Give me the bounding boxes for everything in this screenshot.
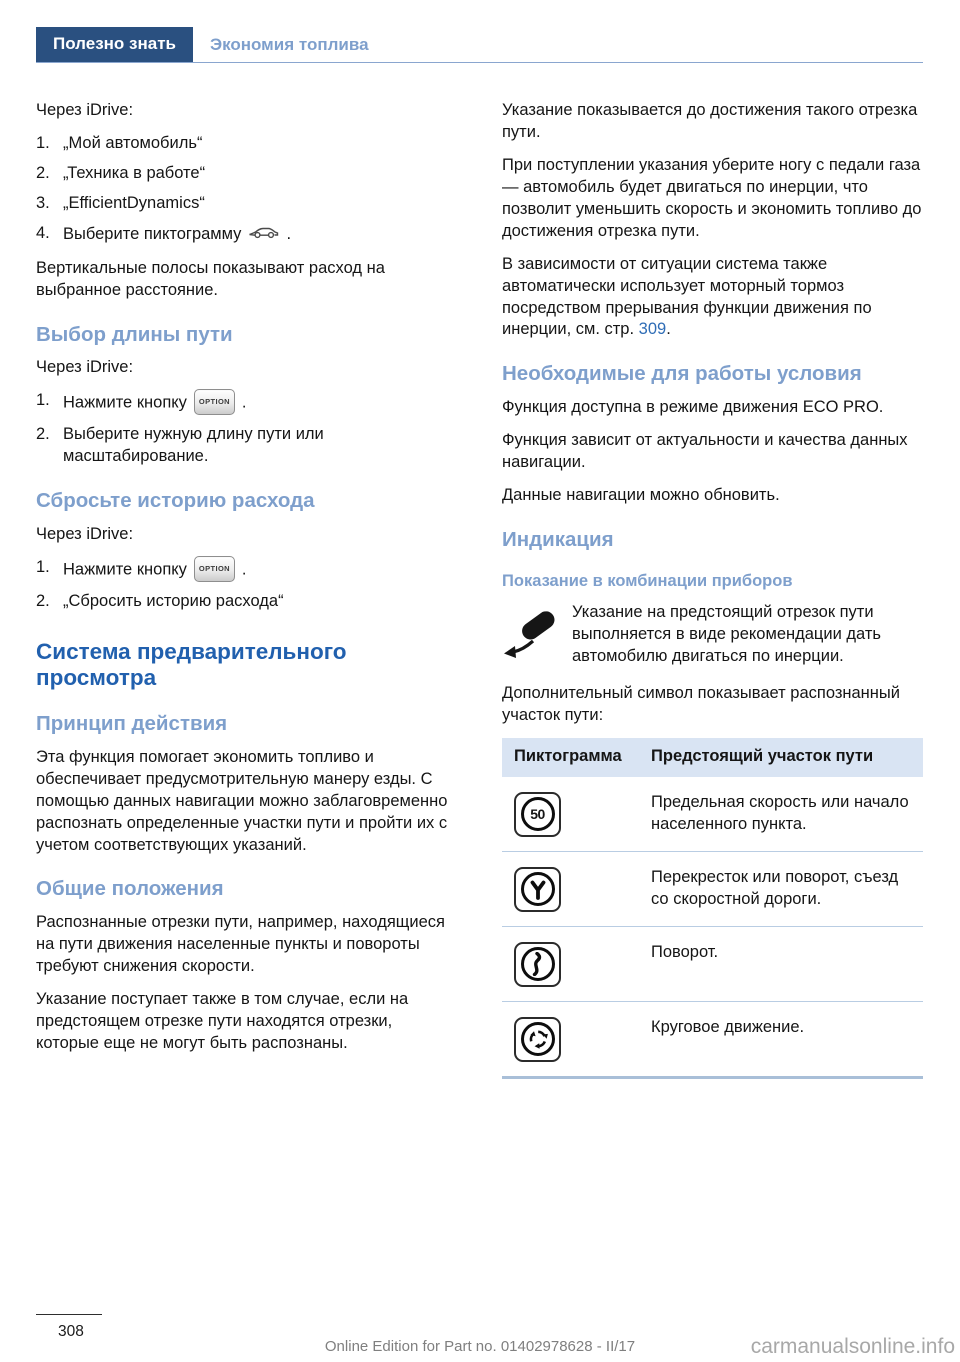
curve-sign-icon — [514, 942, 561, 987]
length-steps-list — [36, 390, 457, 468]
footer-rule — [36, 1314, 102, 1315]
extra-symbol-paragraph: Дополнительный символ показывает распознанный участок пути: — [502, 684, 900, 725]
step-number: 1. — [36, 133, 50, 152]
heading-preview-system: Система предварительного просмотра — [36, 638, 347, 690]
coasting-hint-text: Указание на предстоящий отрезок пути выполняется в виде рекомендации дать автомобилю двигаться по инерции. — [572, 603, 881, 666]
section-title: Экономия топлива — [209, 35, 369, 54]
table-row — [502, 777, 923, 852]
step-text — [63, 557, 457, 583]
via-idrive-text: Через iDrive: — [36, 358, 134, 377]
step-text: „Сбросить историю расхода“ — [63, 591, 284, 610]
step-number: 4. — [36, 223, 50, 242]
watermark: carmanualsonline.info — [750, 1335, 955, 1358]
step-text-pre: Нажмите кнопку — [63, 559, 187, 578]
coasting-hint — [502, 602, 923, 668]
table-row — [502, 1001, 923, 1077]
list-item — [36, 390, 457, 416]
page-link-309[interactable]: 309 — [638, 320, 667, 339]
step-number: 2. — [36, 591, 50, 610]
heading-conditions: Необходимые для работы условия — [502, 362, 862, 386]
paragraph-post: . — [666, 320, 671, 339]
step-number: 1. — [36, 391, 50, 410]
heading-general: Общие положения — [36, 877, 224, 901]
reset-steps-list — [36, 557, 457, 613]
segments-table — [502, 738, 923, 1079]
page-number: 308 — [58, 1323, 84, 1340]
step-text: „Техника в работе“ — [63, 163, 206, 182]
principle-paragraph: Эта функция помогает экономить топливо и обеспечивает предусмотрительную манеру езды. С помощью данных навигации можно заблаговременно распознать определенные участки пути и пройти их с учетом соответствующих указаний. — [36, 747, 448, 854]
general-paragraph: Указание поступает также в том случае, если на предстоящем отрезке пути находятся отрезки, которые еще не могут быть распознаны. — [36, 989, 409, 1052]
step-number: 3. — [36, 193, 50, 212]
step-text: „EfficientDynamics“ — [63, 193, 205, 212]
step-text — [63, 223, 457, 246]
coasting-icon — [502, 605, 560, 667]
step-text-pre: Нажмите кнопку — [63, 393, 187, 412]
paragraph: Указание показывается до достижения такого отрезка пути. — [502, 101, 918, 141]
general-paragraph: Распознанные отрезки пути, например, находящиеся на пути движения населенные пункты и повороты требуют снижения скорости. — [36, 913, 445, 975]
list-item — [36, 163, 457, 185]
car-pictogram-icon — [248, 223, 279, 246]
list-item — [36, 557, 457, 583]
via-idrive-text: Через iDrive: — [36, 101, 134, 119]
table-cell-icon — [502, 1001, 639, 1077]
step-number: 2. — [36, 163, 50, 182]
heading-reset-history: Сбросьте историю расхода — [36, 489, 315, 513]
table-cell-icon — [502, 777, 639, 852]
heading-track-length: Выбор длины пути — [36, 322, 233, 346]
condition-paragraph: Функция зависит от актуальности и качества данных навигации. — [502, 430, 908, 471]
condition-paragraph: Данные навигации можно обновить. — [502, 485, 780, 504]
step-text: Выберите нужную длину пути или масштабирование. — [63, 425, 324, 466]
paragraph-with-link — [502, 254, 923, 342]
speed-limit-sign-icon — [514, 792, 561, 837]
table-cell-text: Предельная скорость или начало населенного пункта. — [639, 777, 923, 852]
table-cell-text: Поворот. — [639, 926, 923, 1001]
condition-paragraph: Функция доступна в режиме движения ECO PRO. — [502, 398, 884, 417]
table-header-pictogram: Пиктограмма — [502, 738, 639, 777]
speed-limit-value — [521, 797, 555, 831]
speed-limit-number: 50 — [530, 806, 545, 823]
page-header — [36, 27, 923, 63]
list-item — [36, 424, 457, 468]
heading-cluster-display: Показание в комбинации приборов — [502, 572, 793, 591]
table-cell-icon — [502, 926, 639, 1001]
chapter-tab-label: Полезно знать — [53, 34, 176, 53]
table-row — [502, 851, 923, 926]
roundabout-sign-icon — [514, 1017, 561, 1062]
left-column — [36, 100, 457, 1079]
menu-steps-list — [36, 133, 457, 246]
table-row — [502, 926, 923, 1001]
option-button-label: OPTION — [198, 563, 230, 573]
list-item — [36, 193, 457, 215]
via-idrive-text: Через iDrive: — [36, 524, 134, 543]
step-text-post: . — [286, 224, 292, 243]
step-text-pre: Выберите пиктограмму — [63, 224, 242, 243]
heading-indication: Индикация — [502, 527, 614, 551]
step-number: 1. — [36, 557, 50, 576]
table-cell-text: Круговое движение. — [639, 1001, 923, 1077]
step-text-post: . — [241, 393, 247, 412]
bars-note-text: Вертикальные полосы показывают расход на выбранное расстояние. — [36, 258, 385, 299]
paragraph-pre: В зависимости от ситуации система также автоматически использует моторный тормоз посредством прерывания функции движения по инерции, см. стр. — [502, 254, 872, 339]
list-item — [36, 223, 457, 246]
chapter-tab[interactable] — [36, 27, 193, 62]
option-button-icon — [194, 556, 235, 582]
table-header-row — [502, 738, 923, 777]
option-button-label: OPTION — [198, 397, 230, 407]
step-number: 2. — [36, 425, 50, 444]
step-text: „Мой автомобиль“ — [63, 133, 203, 152]
step-text — [63, 390, 457, 416]
step-text-post: . — [241, 559, 247, 578]
right-column — [502, 100, 923, 1079]
list-item — [36, 591, 457, 613]
table-header-segment: Предстоящий участок пути — [639, 738, 923, 777]
heading-principle: Принцип действия — [36, 712, 228, 736]
table-cell-icon — [502, 851, 639, 926]
junction-sign-icon — [514, 867, 561, 912]
option-button-icon — [194, 389, 235, 415]
edition-note: Online Edition for Part no. 01402978628 - II/17 — [324, 1338, 636, 1355]
table-cell-text: Перекресток или поворот, съезд со скоростной дороги. — [639, 851, 923, 926]
content-columns — [36, 100, 923, 1079]
paragraph: При поступлении указания уберите ногу с педали газа — автомобиль будет двигаться по инерции, что позволит уменьшить скорость и экономить топливо до достижения отрезка пути. — [502, 155, 922, 240]
list-item — [36, 133, 457, 155]
